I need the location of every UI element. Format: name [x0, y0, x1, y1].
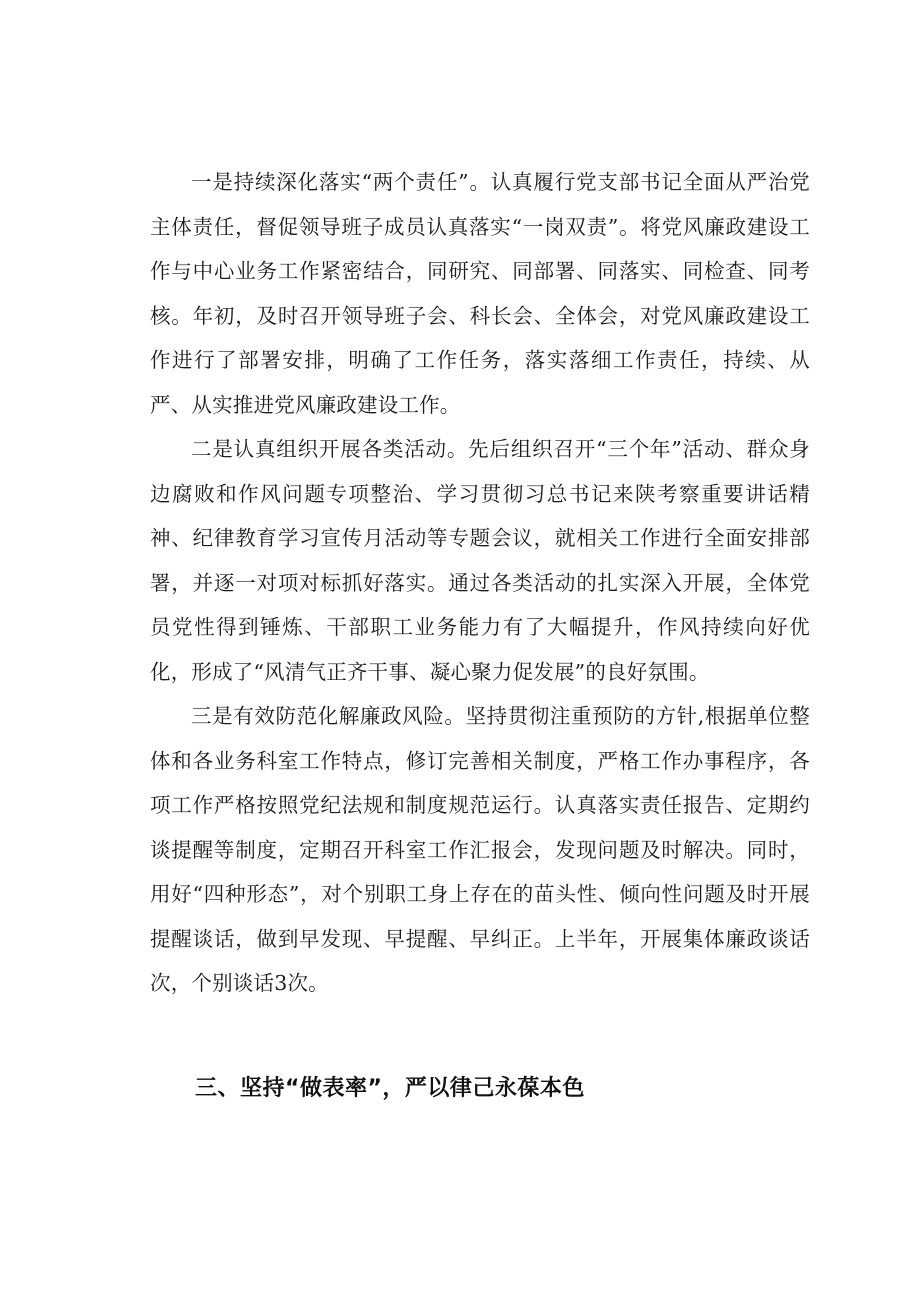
- section-heading: 三、坚持“做表率”，严以律己永葆本色: [195, 1076, 585, 1101]
- paragraph-two: 二是认真组织开展各类活动。先后组织召开“三个年”活动、群众身边腐败和作风问题专项整治、学习贯彻习总书记来陕考察重要讲话精神、纪律教育学习宣传月活动等专题会议，就相关工作进行全面安排部署，并逐一对项对标抓好落实。通过各类活动的扎实深入开展，全体党员党性得到锤炼、干部职工业务能力有了大幅提升，作风持续向好优化，形成了“风清气正齐干事、凝心聚力促发展”的良好氛围。: [150, 437, 810, 684]
- document-body: [150, 160, 810, 1006]
- paragraph-three: 三是有效防范化解廉政风险。坚持贯彻注重预防的方针,根据单位整体和各业务科室工作特点，修订完善相关制度，严格工作办事程序，各项工作严格按照党纪法规和制度规范运行。认真落实责任报告、定期约谈提醒等制度，定期召开科室工作汇报会，发现问题及时解决。同时，用好“四种形态”，对个别职工身上存在的苗头性、倾向性问题及时开展提醒谈话，做到早发现、早提醒、早纠正。上半年，开展集体廉政谈话次，个别谈话3次。: [150, 704, 810, 995]
- paragraph-one: 一是持续深化落实“两个责任”。认真履行党支部书记全面从严治党主体责任，督促领导班子成员认真落实“一岗双责”。将党风廉政建设工作与中心业务工作紧密结合，同研究、同部署、同落实、同检查、同考核。年初，及时召开领导班子会、科长会、全体会，对党风廉政建设工作进行了部署安排，明确了工作任务，落实落细工作责任，持续、从严、从实推进党风廉政建设工作。: [150, 170, 810, 417]
